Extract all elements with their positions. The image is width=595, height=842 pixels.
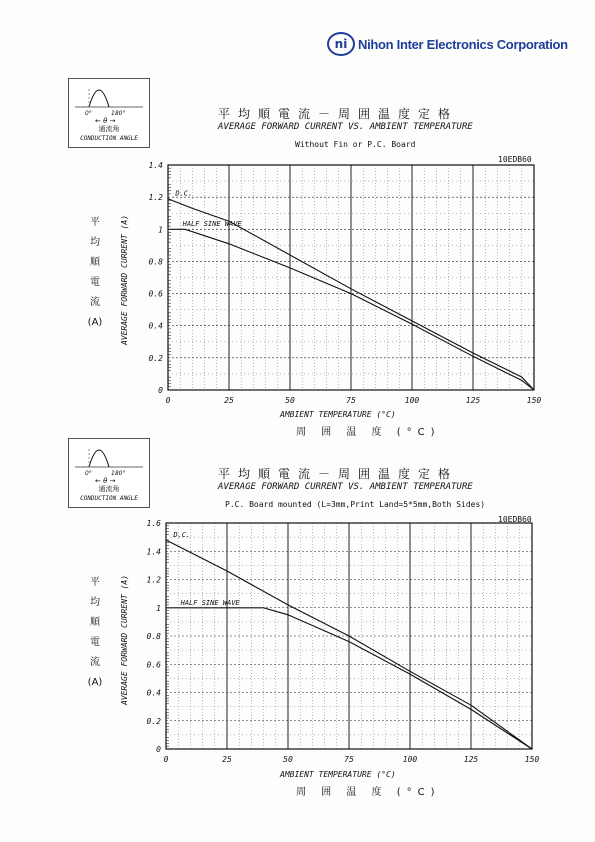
x-tick-label: 25: [222, 755, 232, 764]
chart-title-jp: 平均順電流－周囲温度定格: [218, 107, 459, 121]
y-tick-label: 0.8: [146, 632, 161, 641]
y-tick-label: 0: [158, 386, 163, 395]
y-tick-label: 1.2: [146, 575, 161, 585]
part-number: 10EDB60: [498, 155, 532, 164]
y-tick-label: 0.4: [148, 321, 163, 331]
x-tick-label: 0: [163, 755, 169, 764]
x-tick-label: 50: [285, 396, 295, 405]
x-tick-label: 0: [165, 396, 171, 405]
y-label-jp-char: 電: [90, 277, 100, 288]
x-tick-label: 150: [526, 396, 542, 405]
series-label: D.C.: [173, 531, 191, 540]
y-label-jp-char: 電: [90, 637, 100, 648]
y-label-jp-char: 順: [90, 617, 100, 628]
part-number: 10EDB60: [498, 515, 532, 524]
company-name: Nihon Inter Electronics Corporation: [358, 36, 568, 52]
y-label-jp-char: 順: [90, 257, 100, 268]
chart-title: AVERAGE FORWARD CURRENT VS. AMBIENT TEMPERATURE: [218, 122, 473, 132]
theta-label: ← θ →: [95, 477, 116, 485]
y-label-jp-char: 均: [90, 597, 100, 608]
conduction-angle-jp: 通流角: [98, 485, 120, 493]
x-tick-label: 75: [344, 755, 354, 764]
y-label-jp-char: (A): [87, 317, 103, 328]
chart-plot-1: [0, 0, 595, 420]
chart-subtitle: P.C. Board mounted (L=3mm,Print Land=5*5mm,Both Sides): [225, 500, 486, 509]
y-tick-label: 0: [156, 745, 161, 754]
x-tick-label: 125: [463, 755, 479, 764]
y-label-jp-char: 流: [90, 297, 100, 308]
y-tick-label: 0.2: [146, 716, 161, 726]
x-tick-label: 75: [346, 396, 356, 405]
y-tick-label: 0.2: [148, 353, 163, 363]
x-tick-label: 100: [404, 396, 420, 405]
series-label: HALF SINE WAVE: [182, 220, 242, 229]
series-label: D.C.: [175, 189, 193, 198]
chart-plot-2: [0, 360, 595, 780]
chart-title: AVERAGE FORWARD CURRENT VS. AMBIENT TEMPERATURE: [218, 482, 473, 492]
y-label-jp-char: 平: [90, 217, 100, 228]
x-tick-label: 25: [224, 396, 234, 405]
chart-title-jp: 平均順電流－周囲温度定格: [218, 467, 459, 481]
theta-label: ← θ →: [95, 117, 116, 125]
chart-subtitle: Without Fin or P.C. Board: [295, 140, 416, 149]
angle-end: 180°: [111, 470, 126, 477]
angle-end: 180°: [111, 110, 126, 117]
y-tick-label: 1.2: [148, 193, 163, 203]
x-tick-label: 150: [524, 755, 540, 764]
x-axis-label: AMBIENT TEMPERATURE (°C): [280, 410, 396, 419]
y-label-jp-char: 流: [90, 657, 100, 668]
chart-section-2: [0, 360, 595, 798]
y-axis-label: AVERAGE FORWARD CURRENT (A): [120, 215, 129, 346]
y-tick-label: 0.6: [148, 289, 163, 299]
x-axis-label-jp: 周 囲 温 度 (°C): [296, 787, 441, 798]
angle-start: 0°: [85, 110, 92, 117]
x-tick-label: 100: [402, 755, 418, 764]
y-tick-label: 0.6: [146, 660, 161, 670]
logo-icon: ni: [327, 32, 355, 56]
y-tick-label: 1: [158, 225, 163, 235]
y-tick-label: 1.4: [148, 161, 163, 170]
x-axis-label: AMBIENT TEMPERATURE (°C): [280, 770, 396, 779]
y-label-jp-char: 平: [90, 577, 100, 588]
x-axis-label-jp: 周 囲 温 度 (°C): [296, 427, 441, 438]
conduction-angle-jp: 通流角: [98, 125, 120, 133]
series-label: HALF SINE WAVE: [180, 598, 240, 607]
y-tick-label: 1: [156, 603, 161, 613]
y-axis-label: AVERAGE FORWARD CURRENT (A): [120, 575, 129, 706]
y-label-jp-char: 均: [90, 237, 100, 248]
y-label-jp-char: (A): [87, 677, 103, 688]
conduction-angle-en: CONDUCTION ANGLE: [80, 495, 138, 502]
conduction-angle-en: CONDUCTION ANGLE: [80, 135, 138, 142]
y-tick-label: 0.4: [146, 688, 161, 698]
x-tick-label: 50: [283, 755, 293, 764]
y-tick-label: 0.8: [148, 257, 163, 267]
angle-start: 0°: [85, 470, 92, 477]
x-tick-label: 125: [465, 396, 481, 405]
y-tick-label: 1.4: [146, 547, 161, 557]
y-tick-label: 1.6: [146, 519, 161, 528]
